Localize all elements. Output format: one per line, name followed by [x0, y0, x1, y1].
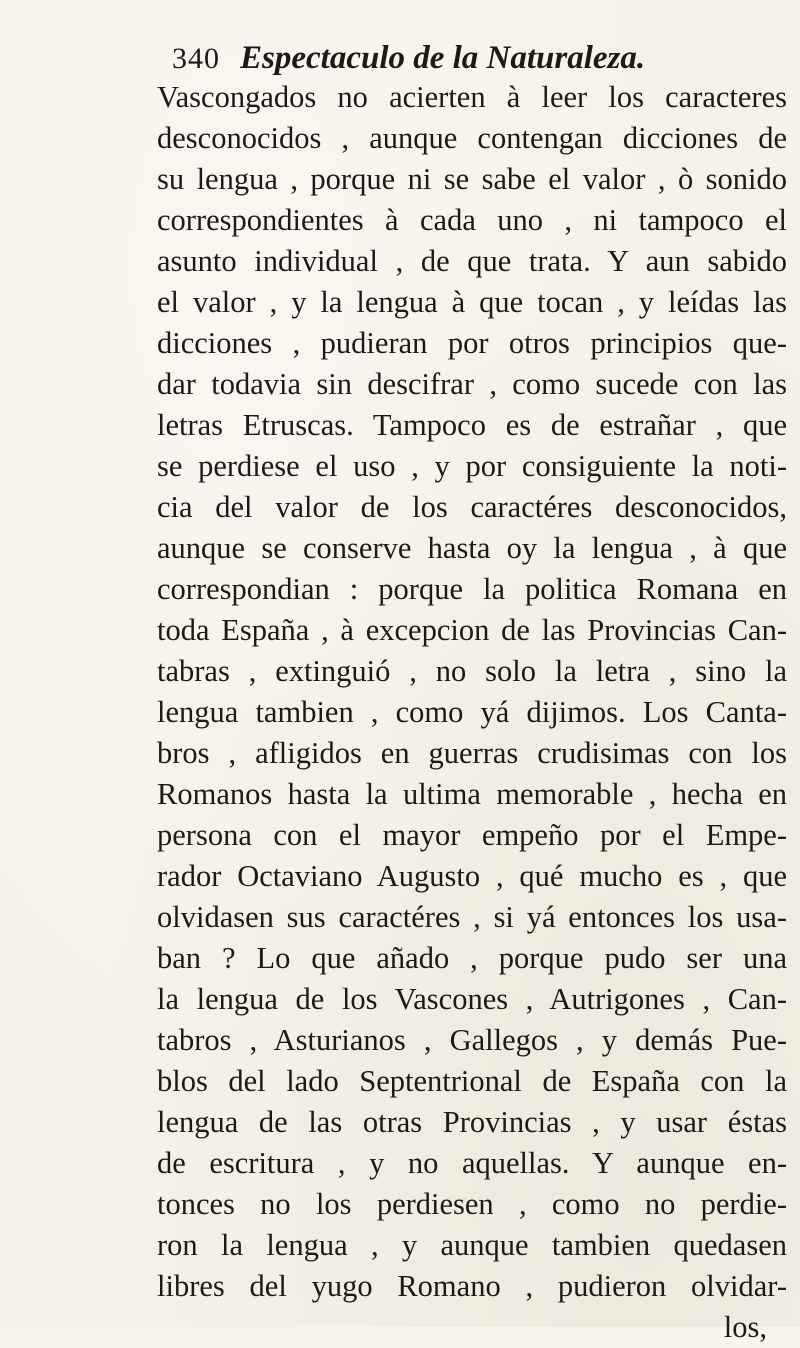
- running-title: Espectaculo de la Naturaleza.: [240, 40, 646, 76]
- text-line: correspondian : porque la politica Romana en: [157, 572, 787, 606]
- text-line: olvidasen sus caractéres , si yá entonces los usa-: [157, 900, 787, 934]
- text-line: la lengua de los Vascones , Autrigones , Can-: [157, 982, 787, 1016]
- text-line: persona con el mayor empeño por el Empe-: [157, 818, 787, 852]
- body-text: [157, 77, 787, 1348]
- text-line: blos del lado Septentrional de España con la: [157, 1064, 787, 1098]
- text-line: su lengua , porque ni se sabe el valor , ò sonido: [157, 162, 787, 196]
- text-line: Romanos hasta la ultima memorable , hecha en: [157, 777, 787, 811]
- text-line: lengua de las otras Provincias , y usar éstas: [157, 1105, 787, 1139]
- text-line: libres del yugo Romano , pudieron olvidar-: [157, 1269, 787, 1303]
- text-line: lengua tambien , como yá dijimos. Los Canta-: [157, 695, 787, 729]
- text-line: se perdiese el uso , y por consiguiente la noti-: [157, 449, 787, 483]
- text-line: Vascongados no acierten à leer los caracteres: [157, 80, 787, 114]
- text-line: de escritura , y no aquellas. Y aunque en-: [157, 1146, 787, 1180]
- text-line: bros , afligidos en guerras crudisimas con los: [157, 736, 787, 770]
- text-line: letras Etruscas. Tampoco es de estrañar , que: [157, 408, 787, 442]
- text-line: dar todavia sin descifrar , como sucede con las: [157, 367, 787, 401]
- text-line: asunto individual , de que trata. Y aun sabido: [157, 244, 787, 278]
- text-line: cia del valor de los caractéres desconocidos,: [157, 490, 787, 524]
- text-line: aunque se conserve hasta oy la lengua , à que: [157, 531, 787, 565]
- text-line: tabras , extinguió , no solo la letra , sino la: [157, 654, 787, 688]
- text-line: tabros , Asturianos , Gallegos , y demás Pue-: [157, 1023, 787, 1057]
- text-line: ron la lengua , y aunque tambien quedasen: [157, 1228, 787, 1262]
- text-line: tonces no los perdiesen , como no perdie-: [157, 1187, 787, 1221]
- text-line: ban ? Lo que añado , porque pudo ser una: [157, 941, 787, 975]
- text-line: el valor , y la lengua à que tocan , y leídas las: [157, 285, 787, 319]
- text-line: rador Octaviano Augusto , qué mucho es , que: [157, 859, 787, 893]
- catchword: los,: [723, 1310, 767, 1344]
- page-number: 340: [172, 42, 220, 75]
- text-line: toda España , à excepcion de las Provincias Can-: [157, 613, 787, 647]
- text-line: desconocidos , aunque contengan dicciones de: [157, 121, 787, 155]
- text-line: correspondientes à cada uno , ni tampoco el: [157, 203, 787, 237]
- text-line: dicciones , pudieran por otros principios que-: [157, 326, 787, 360]
